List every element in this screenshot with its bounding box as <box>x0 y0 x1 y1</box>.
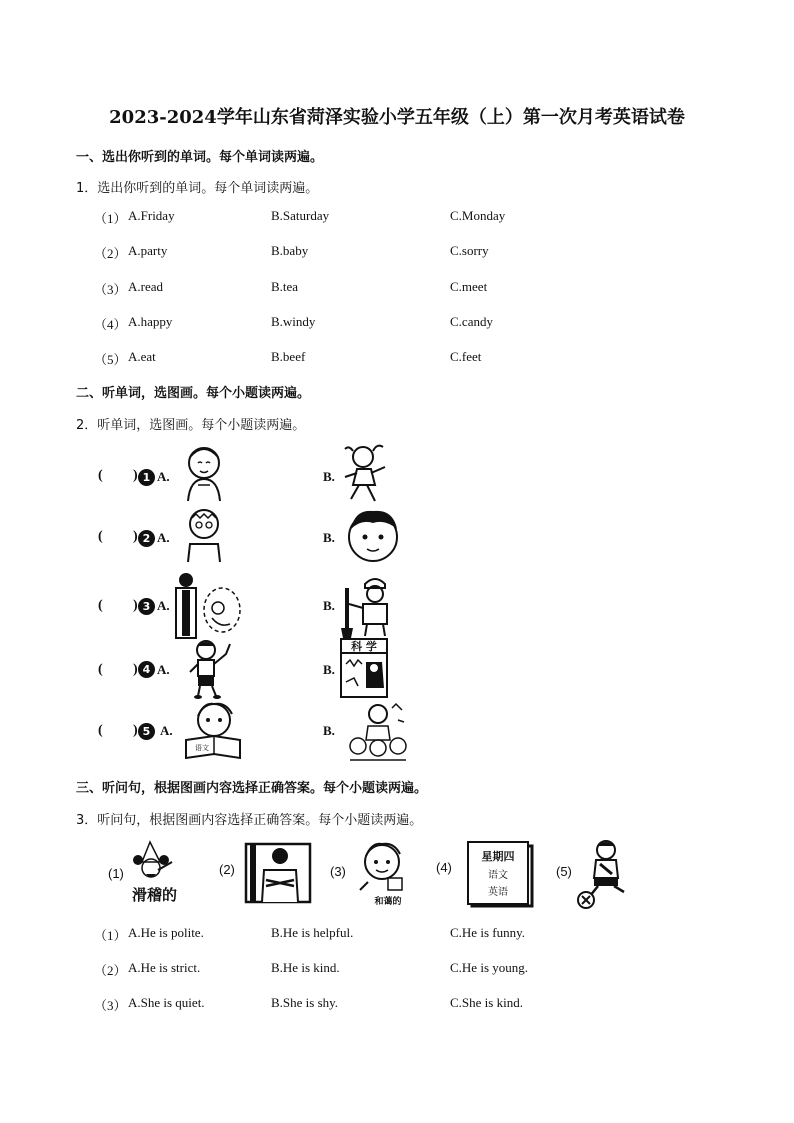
option-b[interactable]: B.beef <box>271 349 306 364</box>
option-b[interactable]: B.Saturday <box>271 208 330 223</box>
option-a[interactable]: A.She is quiet. <box>128 995 205 1010</box>
dancing-girl-picture[interactable] <box>343 443 388 505</box>
kind-teacher-picture[interactable] <box>352 838 418 908</box>
row-number: （3） <box>94 998 127 1013</box>
row-number: （4） <box>94 317 127 332</box>
option-c[interactable]: C.feet <box>450 349 482 364</box>
option-c[interactable]: C.Monday <box>450 208 506 223</box>
section-3-heading: 三、听问句，根据图画内容选择正确答案。每个小题读两遍。 <box>76 781 428 796</box>
option-c[interactable]: C.She is kind. <box>450 995 523 1010</box>
funny-clown-picture[interactable] <box>128 840 196 906</box>
answer-paren-open: ( <box>98 468 103 483</box>
question-number-badge: 4 <box>138 661 155 678</box>
option-a[interactable]: A.He is strict. <box>128 960 201 975</box>
option-a[interactable]: A.read <box>128 279 164 294</box>
old-woman-picture[interactable] <box>178 443 238 503</box>
answer-paren-close: ) <box>133 529 138 544</box>
music-class-picture[interactable] <box>346 700 410 762</box>
option-b[interactable]: B.He is helpful. <box>271 925 354 940</box>
option-c[interactable]: C.meet <box>450 279 488 294</box>
picture-label: (3) <box>330 864 346 879</box>
label-a: A. <box>160 723 173 738</box>
option-c[interactable]: C.He is young. <box>450 960 528 975</box>
row-number: （5） <box>94 352 127 367</box>
answer-paren-open: ( <box>98 529 103 544</box>
row-number: （1） <box>94 211 127 226</box>
question-number-badge: 2 <box>138 530 155 547</box>
option-b[interactable]: B.tea <box>271 279 299 294</box>
picture-label: (1) <box>108 866 124 881</box>
answer-paren-close: ) <box>133 468 138 483</box>
page-title: 2023-2024学年山东省菏泽实验小学五年级（上）第一次月考英语试卷 <box>109 107 685 128</box>
soccer-boy-picture[interactable] <box>576 838 632 910</box>
answer-paren-close: ) <box>133 598 138 613</box>
option-b[interactable]: B.baby <box>271 243 309 258</box>
option-b[interactable]: B.She is shy. <box>271 995 339 1010</box>
option-a[interactable]: A.happy <box>128 314 173 329</box>
row-number: （2） <box>94 963 127 978</box>
schedule-day: 星期四 <box>481 850 515 863</box>
picture-label: (5) <box>556 864 572 879</box>
funny-caption: 滑稽的 <box>132 886 178 904</box>
option-a[interactable]: A.Friday <box>128 208 175 223</box>
schedule-subject: 语文 <box>488 870 508 881</box>
option-c[interactable]: C.He is funny. <box>450 925 525 940</box>
answer-paren-open: ( <box>98 723 103 738</box>
picture-label: (2) <box>219 862 235 877</box>
option-b[interactable]: B.windy <box>271 314 316 329</box>
option-a[interactable]: A.eat <box>128 349 156 364</box>
option-a[interactable]: A.He is polite. <box>128 925 204 940</box>
strict-teacher-picture[interactable] <box>244 842 314 906</box>
row-number: （1） <box>94 928 127 943</box>
question-2-prompt: 2．听单词，选图画。每个小题读两遍。 <box>76 418 306 433</box>
option-c[interactable]: C.candy <box>450 314 493 329</box>
doctor-picture[interactable] <box>172 572 244 640</box>
answer-paren-close: ) <box>133 723 138 738</box>
label-b: B. <box>323 530 335 545</box>
old-man-picture[interactable] <box>180 506 230 566</box>
question-1-prompt: 1．选出你听到的单词。每个单词读两遍。 <box>76 181 319 196</box>
label-a: A. <box>157 662 170 677</box>
label-b: B. <box>323 469 335 484</box>
label-b: B. <box>323 662 335 677</box>
reading-student-picture[interactable] <box>182 700 244 760</box>
picture-label: (4) <box>436 860 452 875</box>
option-a[interactable]: A.party <box>128 243 168 258</box>
question-number-badge: 5 <box>138 723 155 740</box>
boy-face-picture[interactable] <box>345 505 403 567</box>
science-sign-text: 科 学 <box>351 640 377 653</box>
book-label-text: 语文 <box>195 744 209 752</box>
science-class-picture[interactable] <box>340 638 390 700</box>
question-number-badge: 1 <box>138 469 155 486</box>
question-3-prompt: 3．听问句，根据图画内容选择正确答案。每个小题读两遍。 <box>76 813 423 828</box>
schedule-subject: 英语 <box>488 887 508 898</box>
section-2-heading: 二、听单词，选图画。每个小题读两遍。 <box>76 386 311 401</box>
answer-paren-close: ) <box>133 662 138 677</box>
section-1-heading: 一、选出你听到的单词。每个单词读两遍。 <box>76 150 324 165</box>
waving-boy-picture[interactable] <box>186 638 238 700</box>
option-c[interactable]: C.sorry <box>450 243 489 258</box>
row-number: （3） <box>94 282 127 297</box>
label-a: A. <box>157 469 170 484</box>
label-b: B. <box>323 723 335 738</box>
label-a: A. <box>157 530 170 545</box>
kind-caption: 和蔼的 <box>374 897 402 907</box>
option-b[interactable]: B.He is kind. <box>271 960 340 975</box>
answer-paren-open: ( <box>98 662 103 677</box>
question-number-badge: 3 <box>138 598 155 615</box>
answer-paren-open: ( <box>98 598 103 613</box>
row-number: （2） <box>94 246 127 261</box>
label-b: B. <box>323 598 335 613</box>
farmer-picture[interactable] <box>343 574 399 640</box>
label-a: A. <box>157 598 170 613</box>
class-schedule-picture[interactable] <box>466 840 536 908</box>
